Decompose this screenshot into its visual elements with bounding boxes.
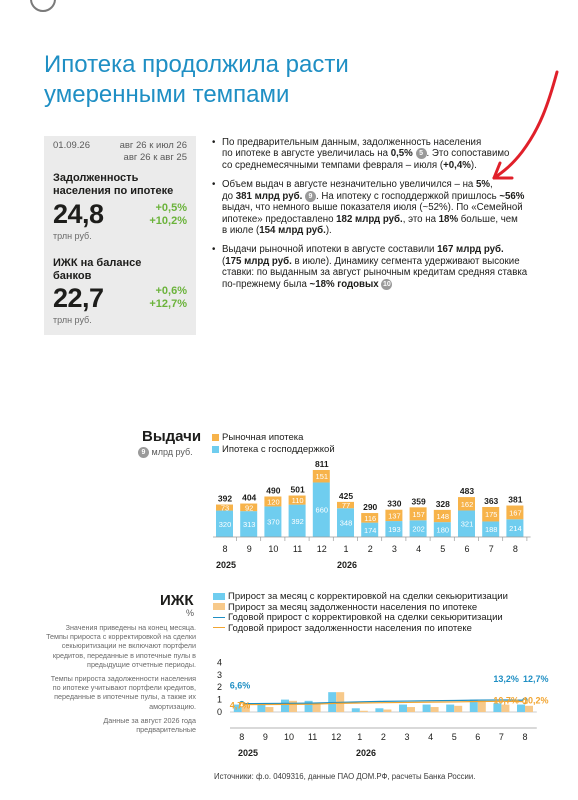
label-market-11: 175 bbox=[484, 510, 498, 520]
debt-label: Задолженность населения по ипотеке bbox=[53, 172, 174, 197]
label-state-1: 313 bbox=[242, 520, 256, 530]
bar-izk-monthly-12 bbox=[525, 706, 533, 712]
footnote-badge: 10 bbox=[382, 280, 391, 288]
x-tick-label-12: 8 bbox=[512, 544, 518, 554]
y-tick-label-0: 0 bbox=[216, 707, 222, 717]
x-tick-label-6: 2 bbox=[367, 544, 373, 554]
label-market-10: 162 bbox=[460, 499, 474, 509]
legend-izk-1: Прирост за месяц задолженности населения по ипотеке bbox=[213, 603, 508, 614]
bar-izk-monthly-11 bbox=[501, 705, 509, 712]
izk-x-tick-label-1: 9 bbox=[262, 732, 268, 742]
label-total-11: 363 bbox=[484, 496, 499, 507]
y-tick-label-2: 2 bbox=[216, 682, 222, 693]
izk-x-tick-label-12: 8 bbox=[522, 732, 528, 742]
izk-year-label-0: 2025 bbox=[238, 748, 259, 758]
bullet-market: • Выдачи рыночной ипотеки в августе составили 167 млрд руб. (175 млрд руб. в июле). Динамику сегмента удерживают высокие ставки: по выданным за август рыночным кредитам средняя ставка по-прежнему была ~18% годовых 10 bbox=[212, 244, 530, 290]
izk-notes: Значения приведены на конец месяца. Темпы прироста с корректировкой на сделки секьюритизации не включают портфели кредитов, переданные в ипотечные пулы в предыдущие отчетные периоды. Темпы прироста задолженности населения по ипотеке учитывают портфели кредитов, переданные в ипотечные пулы, а также их амортизацию. Данные за август 2026 года предварительные bbox=[46, 623, 196, 735]
bar-izk-monthly-adj-1 bbox=[257, 705, 265, 712]
label-total-6: 290 bbox=[363, 502, 378, 513]
izk-x-tick-label-6: 2 bbox=[380, 732, 386, 742]
debt-unit: трлн руб. bbox=[53, 231, 92, 241]
bar-izk-monthly-1 bbox=[265, 707, 273, 712]
bar-izk-monthly-adj-2 bbox=[281, 700, 289, 712]
label-total-3: 501 bbox=[290, 484, 305, 495]
issuance-chart-title: Выдачи bbox=[142, 428, 202, 445]
izk-value: 22,7 bbox=[53, 283, 104, 313]
legend-izk-3: Годовой прирост задолженности населения по ипотеке bbox=[213, 624, 508, 635]
izk-x-tick-label-10: 6 bbox=[475, 732, 481, 742]
label-state-5: 348 bbox=[339, 518, 353, 528]
label-state-2: 370 bbox=[267, 517, 280, 527]
izk-x-tick-label-11: 7 bbox=[498, 732, 504, 742]
izk-x-tick-label-2: 10 bbox=[283, 732, 295, 742]
izk-x-tick-label-4: 12 bbox=[331, 732, 342, 742]
izk-x-tick-label-3: 11 bbox=[307, 732, 318, 742]
label-state-3: 392 bbox=[291, 516, 304, 526]
bar-izk-monthly-adj-6 bbox=[375, 708, 383, 712]
page-title: Ипотека продолжила расти умеренными темпами bbox=[44, 51, 349, 108]
legend-izk-0: Прирост за месяц с корректировкой на сделки секьюритизации bbox=[213, 592, 508, 603]
izk-data-label-3: 10,7% bbox=[493, 695, 519, 706]
izk-data-label-5: 10,2% bbox=[523, 695, 549, 706]
izk-change: +0,6% +12,7% bbox=[149, 285, 187, 310]
year-label-1: 2026 bbox=[337, 560, 358, 570]
bar-izk-monthly-adj-12 bbox=[517, 705, 525, 712]
label-market-1: 92 bbox=[245, 503, 254, 513]
x-tick-label-5: 1 bbox=[343, 544, 349, 554]
bar-izk-monthly-adj-5 bbox=[352, 708, 360, 712]
footnote-badge: 5 bbox=[416, 148, 427, 159]
izk-unit: трлн руб. bbox=[53, 315, 92, 325]
izk-x-tick-label-8: 4 bbox=[428, 732, 434, 742]
izk-data-label-4: 12,7% bbox=[523, 674, 549, 685]
x-tick-label-8: 4 bbox=[416, 544, 422, 554]
label-total-0: 392 bbox=[217, 493, 233, 504]
bullet-issuance: • Объем выдач в августе незначительно увеличился – на 5%, до 381 млрд руб. 9 . На ипотеку с господдержкой пришлось ~56% выдач, что немного выше показателя июля (~52%). По «Семейной ипотеке» предоставлено 182 млрд руб., это на 18% больше, чем в июле (154 млрд руб.). bbox=[212, 179, 530, 236]
x-tick-label-7: 3 bbox=[391, 544, 397, 554]
x-tick-label-2: 10 bbox=[268, 544, 279, 554]
debt-value: 24,8 bbox=[53, 199, 104, 229]
bar-izk-monthly-8 bbox=[431, 707, 439, 712]
label-total-12: 381 bbox=[508, 494, 523, 505]
bar-izk-monthly-adj-8 bbox=[423, 705, 431, 712]
x-tick-label-0: 8 bbox=[222, 544, 228, 554]
label-market-6: 116 bbox=[364, 513, 377, 523]
x-tick-label-11: 7 bbox=[488, 544, 494, 554]
bar-izk-monthly-6 bbox=[383, 710, 391, 712]
label-state-8: 202 bbox=[412, 524, 425, 534]
label-total-8: 359 bbox=[411, 496, 426, 507]
x-tick-label-9: 5 bbox=[440, 544, 446, 554]
bullet-debt: • По предварительным данным, задолженность населения по ипотеке в августе увеличилась на 0,5% 5 . Это сопоставимо со среднемесячными темпами февраля – июля (+0,4%). bbox=[212, 137, 530, 171]
label-total-4: 811 bbox=[314, 459, 329, 469]
bar-izk-monthly-adj-9 bbox=[446, 705, 454, 712]
bar-izk-monthly-7 bbox=[407, 707, 415, 712]
label-total-9: 328 bbox=[435, 498, 450, 509]
x-tick-label-10: 6 bbox=[464, 544, 470, 554]
izk-x-tick-label-7: 3 bbox=[404, 732, 410, 742]
y-tick-label-1: 1 bbox=[216, 694, 222, 705]
izk-data-label-0: 6,6% bbox=[229, 680, 251, 691]
label-state-10: 321 bbox=[460, 519, 474, 529]
label-state-4: 660 bbox=[315, 505, 329, 515]
izk-data-label-1: 4,7% bbox=[229, 700, 251, 711]
label-total-10: 483 bbox=[459, 486, 475, 497]
x-tick-label-3: 11 bbox=[292, 544, 303, 554]
izk-year-label-1: 2026 bbox=[356, 748, 377, 758]
report-date: 01.09.26 bbox=[53, 140, 90, 151]
label-total-5: 425 bbox=[338, 490, 354, 501]
year-label-0: 2025 bbox=[216, 560, 237, 570]
label-market-5: 77 bbox=[341, 501, 351, 511]
legend-market: Рыночная ипотека bbox=[212, 432, 335, 444]
issuance-unit: 9 млрд руб. bbox=[138, 447, 193, 458]
label-market-9: 148 bbox=[436, 512, 450, 522]
bar-izk-monthly-10 bbox=[478, 701, 486, 712]
label-state-12: 214 bbox=[509, 524, 522, 534]
label-market-0: 73 bbox=[220, 503, 230, 513]
x-tick-label-1: 9 bbox=[246, 544, 252, 554]
bar-izk-monthly-5 bbox=[360, 711, 368, 712]
legend-izk-2: Годовой прирост с корректировкой на сделки секьюритизации bbox=[213, 613, 508, 624]
debt-change: +0,5% +10,2% bbox=[149, 202, 187, 227]
izk-label: ИЖК на балансе банков bbox=[53, 257, 142, 282]
label-market-12: 167 bbox=[509, 508, 522, 518]
footnote-badge: 9 bbox=[138, 447, 149, 458]
bar-izk-monthly-2 bbox=[289, 701, 297, 712]
y-tick-label-4: 4 bbox=[216, 657, 222, 668]
label-total-7: 330 bbox=[387, 498, 402, 509]
label-state-11: 188 bbox=[484, 525, 498, 535]
comparison-periods: авг 26 к июл 26 авг 26 к авг 25 bbox=[119, 140, 187, 163]
label-market-4: 151 bbox=[315, 472, 329, 482]
footnote-badge: 9 bbox=[305, 191, 316, 202]
izk-legend bbox=[213, 592, 508, 634]
izk-data-label-2: 13,2% bbox=[493, 673, 519, 684]
label-market-7: 137 bbox=[388, 511, 401, 521]
label-market-2: 120 bbox=[267, 497, 280, 507]
izk-chart-unit: % bbox=[186, 608, 195, 618]
legend-state: Ипотека с господдержкой bbox=[212, 444, 335, 456]
label-state-6: 174 bbox=[363, 525, 377, 535]
izk-chart-title: ИЖК bbox=[160, 592, 194, 609]
bar-izk-monthly-9 bbox=[454, 706, 462, 712]
x-tick-label-4: 12 bbox=[316, 544, 327, 554]
bar-izk-monthly-adj-3 bbox=[305, 701, 313, 712]
label-state-9: 180 bbox=[436, 525, 450, 535]
label-total-2: 490 bbox=[266, 485, 281, 496]
izk-x-tick-label-0: 8 bbox=[239, 732, 245, 742]
label-market-8: 157 bbox=[412, 509, 425, 519]
bar-izk-monthly-adj-7 bbox=[399, 705, 407, 712]
label-state-0: 320 bbox=[218, 519, 232, 529]
label-market-3: 110 bbox=[291, 496, 304, 506]
label-total-1: 404 bbox=[242, 492, 257, 503]
izk-x-tick-label-9: 5 bbox=[451, 732, 457, 742]
sources-note: Источники: ф.о. 0409316, данные ПАО ДОМ.РФ, расчеты Банка России. bbox=[214, 772, 476, 781]
label-state-7: 193 bbox=[388, 525, 401, 535]
y-tick-label-3: 3 bbox=[216, 669, 222, 680]
izk-x-tick-label-5: 1 bbox=[357, 732, 363, 742]
